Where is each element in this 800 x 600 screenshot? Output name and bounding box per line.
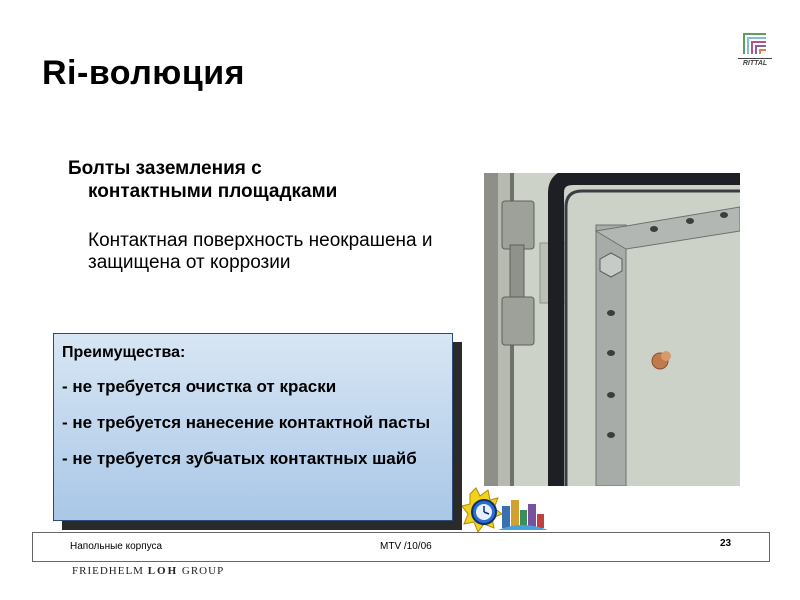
- rittal-logo-mark-icon: [742, 30, 768, 56]
- slide-title: Ri-волюция: [42, 54, 245, 92]
- footer-date-code: MTV /10/06: [380, 541, 432, 552]
- rittal-logo: [738, 30, 772, 74]
- group-prefix: FRIEDHELM: [72, 565, 144, 577]
- advantages-box: [53, 333, 453, 521]
- bullet-heading-line2: контактными площадками: [88, 181, 338, 202]
- footer-rule-top: [32, 532, 770, 533]
- footer-divider: [769, 532, 770, 561]
- footer-divider: [32, 532, 33, 561]
- company-group-name: [72, 565, 224, 577]
- footer-section-label: Напольные корпуса: [70, 541, 163, 552]
- footer-rule-bottom: [32, 561, 770, 562]
- group-bold: LOH: [147, 565, 179, 577]
- rittal-logo-text: RITTAL: [738, 58, 772, 67]
- cabinet-photo: [484, 173, 740, 486]
- advantage-item: - не требуется зубчатых контактных шайб: [62, 449, 417, 468]
- advantages-title: Преимущества:: [62, 344, 186, 361]
- bullet-subtext: Контактная поверхность неокрашена и защищена от коррозии: [88, 230, 433, 273]
- advantage-item: - не требуется очистка от краски: [62, 377, 337, 396]
- advantage-item: - не требуется нанесение контактной пасты: [62, 413, 431, 432]
- bullet-heading-line1: Болты заземления с: [68, 158, 262, 179]
- clipart-clock-city-icon: [462, 486, 550, 536]
- group-suffix: GROUP: [181, 565, 225, 577]
- bullet-heading: [68, 157, 448, 203]
- page-number: 23: [720, 538, 732, 549]
